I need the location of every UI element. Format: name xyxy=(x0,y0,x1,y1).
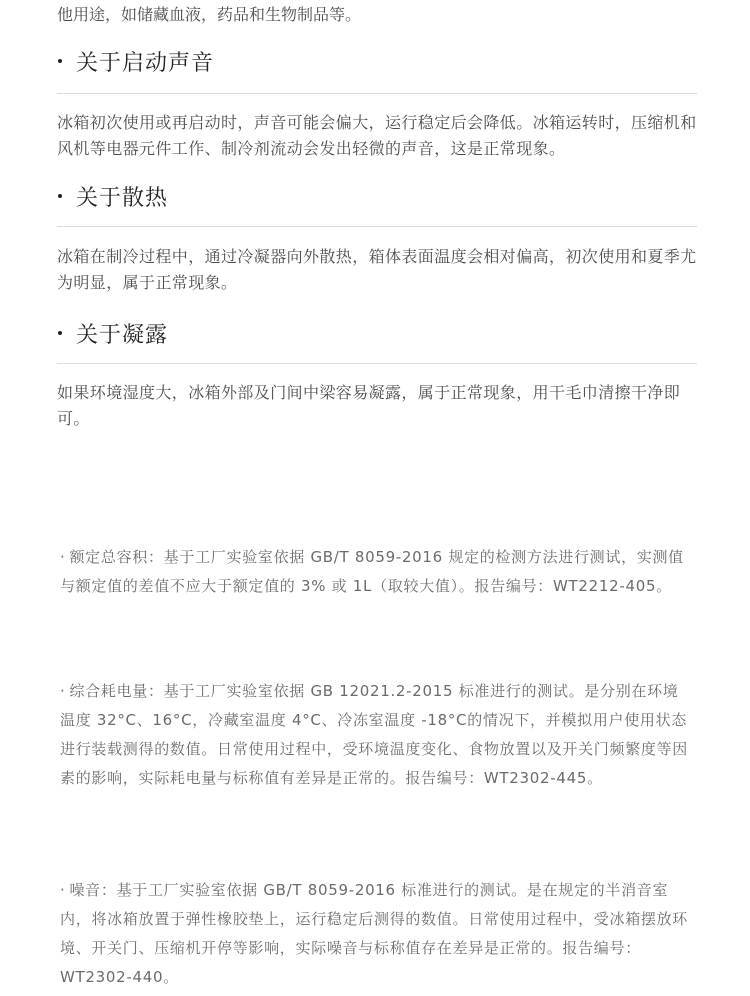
note-text: 额定总容积：基于工厂实验室依据 GB/T 8059-2016 规定的检测方法进行测试，实测值与额定值的差值不应大于额定值的 3% 或 1L（取较大值）。报告编号：WT2212-405。 xyxy=(60,548,684,595)
section-title: 关于启动声音 xyxy=(76,50,215,76)
section-divider xyxy=(57,226,697,227)
note-bullet: · xyxy=(60,548,66,566)
section-heading xyxy=(57,46,697,76)
section-heat-dissipation xyxy=(57,181,697,292)
section-title: 关于凝露 xyxy=(76,322,169,348)
section-body: 如果环境湿度大，冰箱外部及门间中梁容易凝露，属于正常现象，用干毛巾清擦干净即可。 xyxy=(57,383,681,428)
note-bullet: · xyxy=(60,682,66,700)
bullet-dot-icon xyxy=(58,194,62,198)
section-divider xyxy=(57,93,697,94)
note-power-consumption xyxy=(60,677,690,793)
bullet-dot-icon xyxy=(58,331,62,335)
section-title: 关于散热 xyxy=(76,185,169,211)
section-condensation xyxy=(57,318,697,428)
section-heading xyxy=(57,181,697,211)
note-text: 综合耗电量：基于工厂实验室依据 GB 12021.2-2015 标准进行的测试。是分别在环境温度 32°C、16°C，冷藏室温度 4°C、冷冻室温度 -18°C的情况下，并模拟用户使用状态进行装载测得的数值。日常使用过程中，受环境温度变化、食物放置以及开关门频繁度等因素的影响，实际耗电量与标称值有差异是正常的。报告编号：WT2302-445。 xyxy=(60,682,689,787)
note-bullet: · xyxy=(60,881,66,899)
section-body: 冰箱初次使用或再启动时，声音可能会偏大，运行稳定后会降低。冰箱运转时，压缩机和风机等电器元件工作、制冷剂流动会发出轻微的声音，这是正常现象。 xyxy=(57,113,697,158)
bullet-dot-icon xyxy=(58,59,62,63)
section-heading xyxy=(57,318,697,348)
section-startup-sound xyxy=(57,46,697,158)
note-text: 噪音：基于工厂实验室依据 GB/T 8059-2016 标准进行的测试。是在规定的半消音室内，将冰箱放置于弹性橡胶垫上，运行稳定后测得的数值。日常使用过程中，受冰箱摆放环境、开关门、压缩机开停等影响，实际噪音与标称值存在差异是正常的。报告编号：WT2302-440。 xyxy=(60,881,689,986)
section-divider xyxy=(57,363,697,364)
note-rated-volume xyxy=(60,543,690,601)
section-body: 冰箱在制冷过程中，通过冷凝器向外散热，箱体表面温度会相对偏高，初次使用和夏季尤为明显，属于正常现象。 xyxy=(57,247,697,292)
note-noise xyxy=(60,876,690,992)
intro-tail-text: 他用途，如储藏血液，药品和生物制品等。 xyxy=(57,5,362,24)
